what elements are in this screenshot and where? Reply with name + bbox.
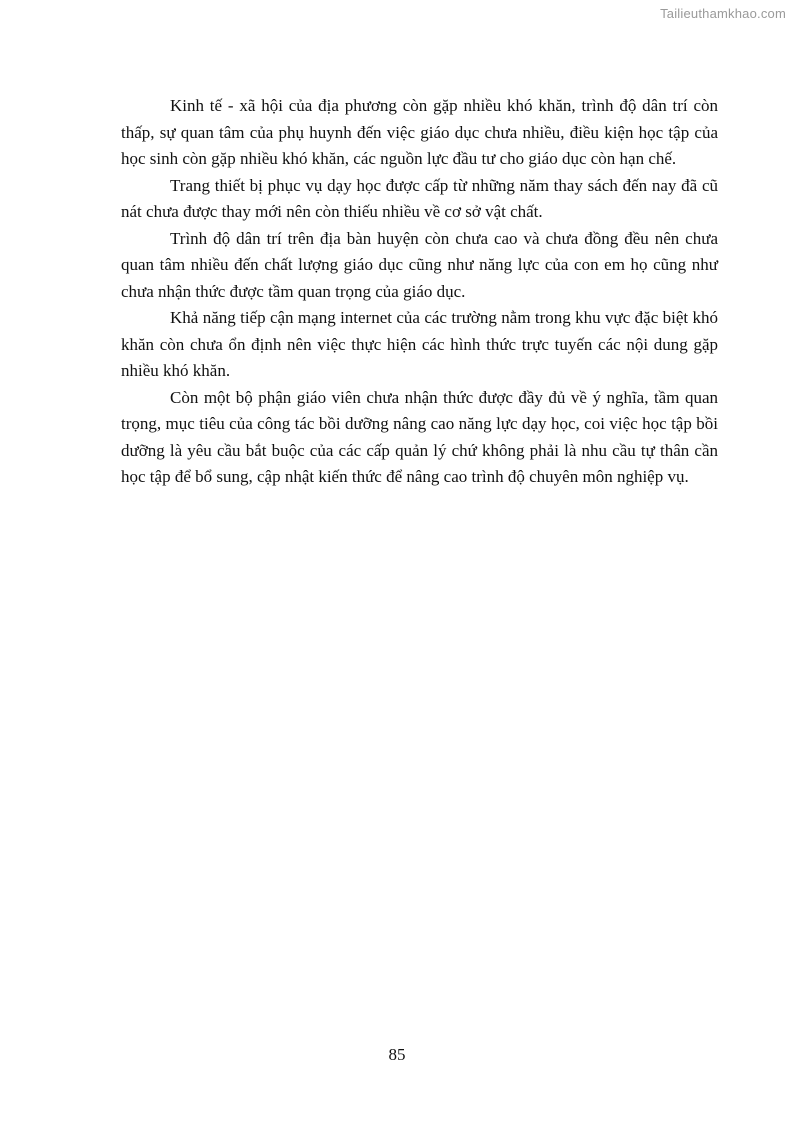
paragraph-5: Còn một bộ phận giáo viên chưa nhận thức được đầy đủ về ý nghĩa, tầm quan trọng, mục tiêu của công tác bồi dưỡng nâng cao năng lực dạy học, coi việc học tập bồi dưỡng là yêu cầu bắt buộc của các cấp quản lý chứ không phải là nhu cầu tự thân cần học tập để bổ sung, cập nhật kiến thức để nâng cao trình độ chuyên môn nghiệp vụ.: [121, 387, 718, 486]
paragraph-1: Kinh tế - xã hội của địa phương còn gặp nhiều khó khăn, trình độ dân trí còn thấp, sự quan tâm của phụ huynh đến việc giáo dục chưa nhiều, điều kiện học tập của học sinh còn gặp nhiều khó khăn, các nguồn lực đầu tư cho giáo dục còn hạn chế.: [121, 96, 718, 168]
paragraph-2: Trang thiết bị phục vụ dạy học được cấp từ những năm thay sách đến nay đã cũ nát chưa được thay mới nên còn thiếu nhiều về cơ sở vật chất.: [121, 175, 718, 221]
paragraph-4: Khả năng tiếp cận mạng internet của các trường nằm trong khu vực đặc biệt khó khăn còn chưa ổn định nên việc thực hiện các hình thức trực tuyến các nội dung gặp nhiều khó khăn.: [121, 308, 718, 380]
document-body: [121, 93, 718, 491]
page-number: 85: [388, 1045, 406, 1064]
watermark-text: Tailieuthamkhao.com: [660, 6, 786, 21]
paragraph-3: Trình độ dân trí trên địa bàn huyện còn chưa cao và chưa đồng đều nên chưa quan tâm nhiều đến chất lượng giáo dục cũng như năng lực của con em họ cũng như chưa nhận thức được tầm quan trọng của giáo dục.: [121, 228, 718, 301]
